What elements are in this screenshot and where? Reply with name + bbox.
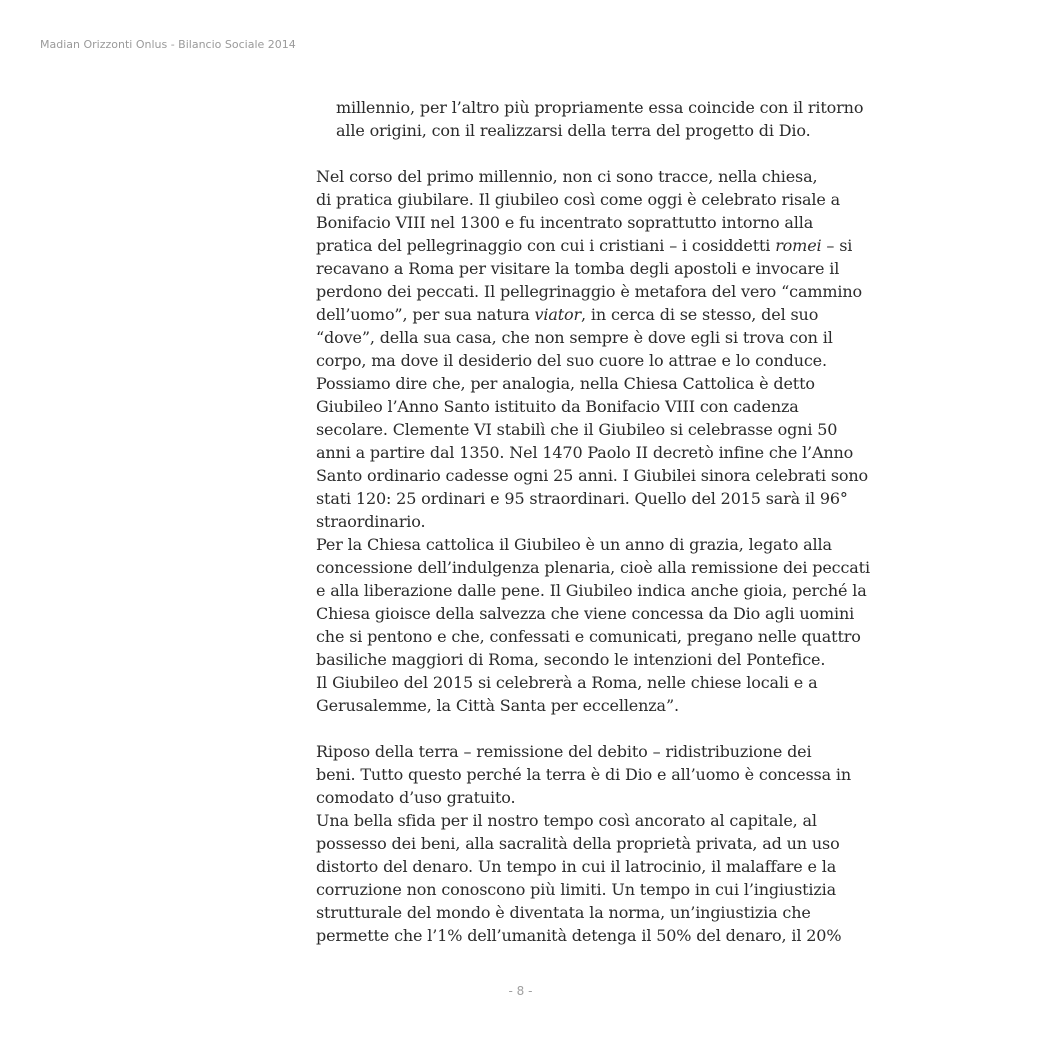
italic-term: viator bbox=[534, 305, 582, 324]
text-line bbox=[316, 487, 948, 510]
text-run: Riposo della terra – remissione del debito – ridistribuzione dei bbox=[316, 742, 812, 761]
text-run: alle origini, con il realizzarsi della terra del progetto di Dio. bbox=[336, 121, 811, 140]
text-line bbox=[316, 625, 948, 648]
text-line bbox=[316, 326, 948, 349]
text-run: Giubileo l’Anno Santo istituito da Bonifacio VIII con cadenza bbox=[316, 397, 799, 416]
paragraph bbox=[316, 671, 948, 717]
text-run: possesso dei beni, alla sacralità della proprietà privata, ad un uso bbox=[316, 834, 840, 853]
text-line bbox=[316, 533, 948, 556]
text-run: Bonifacio VIII nel 1300 e fu incentrato soprattutto intorno alla bbox=[316, 213, 814, 232]
text-run: Chiesa gioisce della salvezza che viene concessa da Dio agli uomini bbox=[316, 604, 855, 623]
text-line bbox=[316, 809, 948, 832]
text-line bbox=[316, 510, 948, 533]
body-text bbox=[316, 96, 948, 947]
text-run: perdono dei peccati. Il pellegrinaggio è metafora del vero “cammino bbox=[316, 282, 862, 301]
text-line bbox=[316, 694, 948, 717]
text-line bbox=[316, 740, 948, 763]
text-run: Nel corso del primo millennio, non ci sono tracce, nella chiesa, bbox=[316, 167, 818, 186]
paragraph bbox=[316, 96, 948, 142]
text-run: Possiamo dire che, per analogia, nella Chiesa Cattolica è detto bbox=[316, 374, 815, 393]
text-line bbox=[316, 786, 948, 809]
text-line bbox=[316, 395, 948, 418]
text-line bbox=[316, 441, 948, 464]
text-run: “dove”, della sua casa, che non sempre è dove egli si trova con il bbox=[316, 328, 833, 347]
text-line bbox=[316, 119, 948, 142]
text-run: distorto del denaro. Un tempo in cui il latrocinio, il malaffare e la bbox=[316, 857, 837, 876]
text-run: comodato d’uso gratuito. bbox=[316, 788, 516, 807]
paragraph bbox=[316, 809, 948, 947]
text-line bbox=[316, 648, 948, 671]
text-run: straordinario. bbox=[316, 512, 426, 531]
text-line bbox=[316, 878, 948, 901]
paragraph-spacer bbox=[316, 717, 948, 740]
text-line bbox=[316, 924, 948, 947]
page-number: - 8 - bbox=[508, 984, 533, 998]
text-line bbox=[316, 901, 948, 924]
text-line bbox=[316, 372, 948, 395]
paragraph-spacer bbox=[316, 142, 948, 165]
text-run: basiliche maggiori di Roma, secondo le intenzioni del Pontefice. bbox=[316, 650, 826, 669]
text-line bbox=[316, 418, 948, 441]
text-run: corruzione non conoscono più limiti. Un tempo in cui l’ingiustizia bbox=[316, 880, 837, 899]
text-line bbox=[316, 234, 948, 257]
text-run: permette che l’1% dell’umanità detenga il 50% del denaro, il 20% bbox=[316, 926, 842, 945]
text-run: corpo, ma dove il desiderio del suo cuore lo attrae e lo conduce. bbox=[316, 351, 827, 370]
text-run: stati 120: 25 ordinari e 95 straordinari. Quello del 2015 sarà il 96° bbox=[316, 489, 848, 508]
text-line bbox=[316, 763, 948, 786]
text-run: dell’uomo”, per sua natura bbox=[316, 305, 535, 324]
text-line bbox=[316, 303, 948, 326]
text-run: recavano a Roma per visitare la tomba degli apostoli e invocare il bbox=[316, 259, 840, 278]
text-run: Una bella sfida per il nostro tempo così ancorato al capitale, al bbox=[316, 811, 817, 830]
text-line bbox=[316, 556, 948, 579]
text-run: – si bbox=[821, 236, 853, 255]
text-line bbox=[316, 349, 948, 372]
text-run: pratica del pellegrinaggio con cui i cristiani – i cosiddetti bbox=[316, 236, 776, 255]
paragraph bbox=[316, 165, 948, 533]
text-line bbox=[316, 464, 948, 487]
text-run: di pratica giubilare. Il giubileo così come oggi è celebrato risale a bbox=[316, 190, 841, 209]
text-line bbox=[316, 855, 948, 878]
text-line bbox=[316, 96, 948, 119]
text-run: beni. Tutto questo perché la terra è di Dio e all’uomo è concessa in bbox=[316, 765, 852, 784]
text-run: che si pentono e che, confessati e comunicati, pregano nelle quattro bbox=[316, 627, 861, 646]
text-run: e alla liberazione dalle pene. Il Giubileo indica anche gioia, perché la bbox=[316, 581, 867, 600]
text-run: Il Giubileo del 2015 si celebrerà a Roma, nelle chiese locali e a bbox=[316, 673, 818, 692]
text-line bbox=[316, 211, 948, 234]
text-line bbox=[316, 188, 948, 211]
text-line bbox=[316, 257, 948, 280]
italic-term: romei bbox=[775, 236, 822, 255]
text-run: anni a partire dal 1350. Nel 1470 Paolo II decretò infine che l’Anno bbox=[316, 443, 854, 462]
text-run: concessione dell’indulgenza plenaria, cioè alla remissione dei peccati bbox=[316, 558, 870, 577]
paragraph bbox=[316, 533, 948, 671]
text-line bbox=[316, 671, 948, 694]
running-header: Madian Orizzonti Onlus - Bilancio Sociale 2014 bbox=[40, 38, 296, 51]
text-line bbox=[316, 165, 948, 188]
text-run: Per la Chiesa cattolica il Giubileo è un anno di grazia, legato alla bbox=[316, 535, 832, 554]
text-run: Santo ordinario cadesse ogni 25 anni. I Giubilei sinora celebrati sono bbox=[316, 466, 869, 485]
text-run: secolare. Clemente VI stabilì che il Giubileo si celebrasse ogni 50 bbox=[316, 420, 838, 439]
text-run: , in cerca di se stesso, del suo bbox=[581, 305, 819, 324]
text-line bbox=[316, 280, 948, 303]
text-line bbox=[316, 832, 948, 855]
text-line bbox=[316, 579, 948, 602]
text-line bbox=[316, 602, 948, 625]
text-run: millennio, per l’altro più propriamente essa coincide con il ritorno bbox=[336, 98, 864, 117]
paragraph bbox=[316, 740, 948, 809]
text-run: Gerusalemme, la Città Santa per eccellenza”. bbox=[316, 696, 679, 715]
text-run: strutturale del mondo è diventata la norma, un’ingiustizia che bbox=[316, 903, 811, 922]
